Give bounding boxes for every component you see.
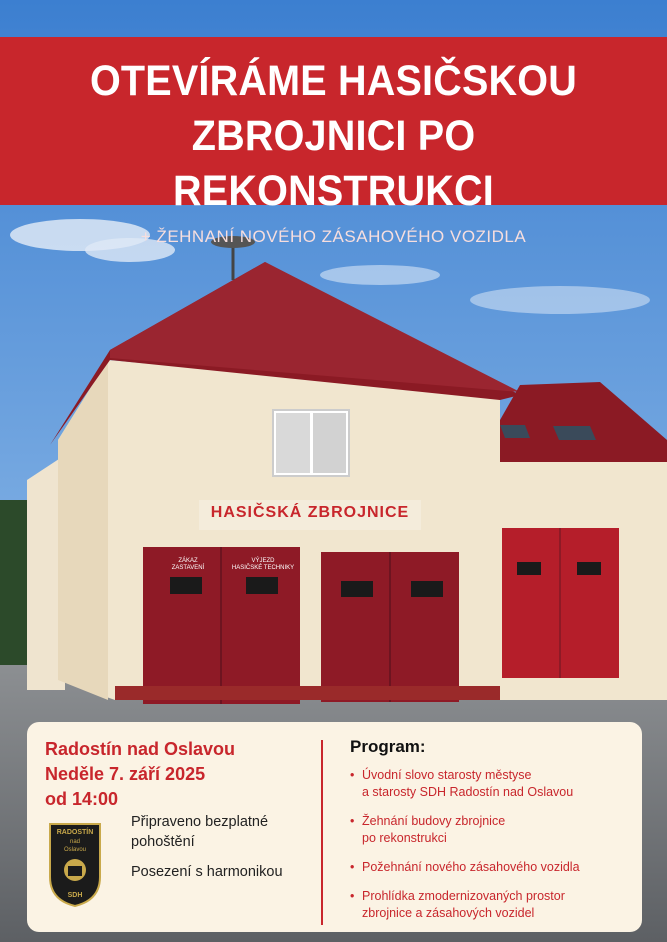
badge-top-text: RADOSTÍN (56, 829, 94, 836)
program-title: Program: (350, 737, 426, 756)
extra-music: Posezení s harmonikou (131, 864, 283, 880)
badge-mid-text-2: Oslavou (63, 847, 87, 853)
subtitle: + ŽEHNANÍ NOVÉHO ZÁSAHOVÉHO VOZIDLA (140, 227, 527, 246)
facade-sign: HASIČSKÁ ZBROJNICE (210, 504, 410, 521)
program-list (350, 767, 635, 922)
program-item: • Žehnání budovy zbrojnice po rekonstrukci (350, 813, 635, 847)
panel-divider (321, 740, 323, 925)
event-time: od 14:00 (45, 789, 119, 809)
page-title (27, 37, 641, 219)
sdh-badge-icon (46, 822, 104, 908)
program-item: • Prohlídka zmodernizovaných prostor zbrojnice a zásahových vozidel (350, 888, 635, 922)
program-item: • Požehnání nového zásahového vozidla (350, 859, 635, 876)
door-left-label: ZÁKAZ ZASTAVENÍ (171, 558, 205, 571)
event-date: Neděle 7. září 2025 (45, 764, 206, 784)
info-panel (27, 722, 642, 932)
program-section (350, 737, 635, 934)
event-details (45, 737, 235, 812)
title-line-1: OTEVÍRÁME HASIČSKOU (89, 57, 578, 105)
door-right-label: VÝJEZD HASIČSKÉ TECHNIKY (231, 558, 295, 571)
event-place: Radostín nad Oslavou (45, 739, 236, 759)
event-extras (131, 812, 283, 892)
badge-bottom-text: SDH (67, 892, 83, 899)
badge-mid-text-1: nad (69, 839, 81, 845)
title-line-2: ZBROJNICI PO REKONSTRUKCI (173, 112, 494, 215)
title-banner (0, 37, 667, 246)
extra-refreshments: Připraveno bezplatné pohoštění (131, 814, 269, 850)
program-item: • Úvodní slovo starosty městyse a starosty SDH Radostín nad Oslavou (350, 767, 635, 801)
